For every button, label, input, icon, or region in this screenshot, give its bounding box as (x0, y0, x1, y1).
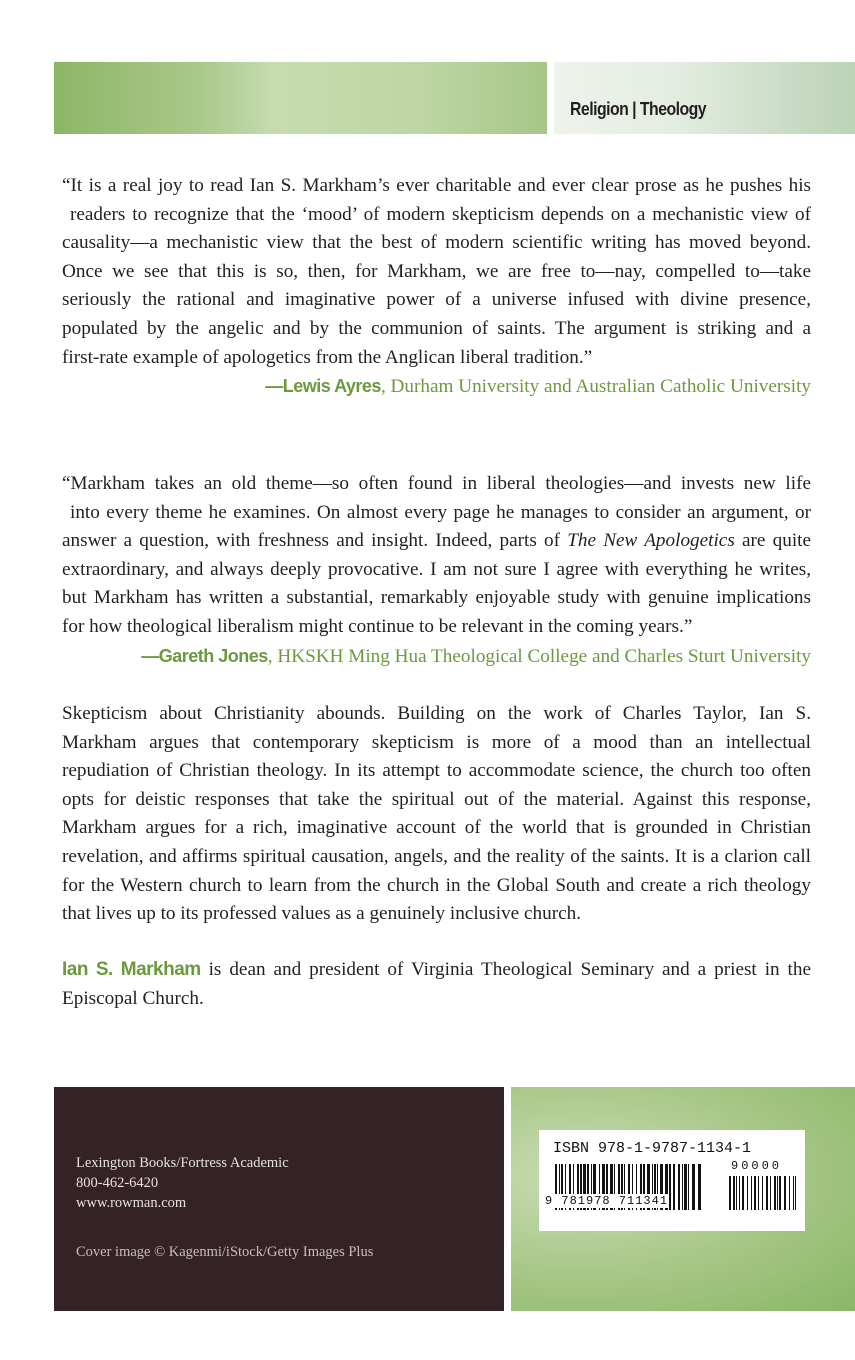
text-line: but Markham has written a substantial, remarkably enjoyable study with genuine implications (62, 587, 811, 609)
text-line: for how theological liberalism might continue to be relevant in the coming years.” (62, 615, 693, 637)
barcode-bar (684, 1164, 687, 1210)
category-label: Religion | Theology (570, 99, 707, 119)
barcode-bar (766, 1176, 768, 1210)
barcode-bar (678, 1164, 680, 1210)
barcode-bar (793, 1176, 794, 1210)
barcode-bar (739, 1176, 740, 1210)
publisher-website[interactable]: www.rowman.com (76, 1195, 187, 1211)
book-description (62, 700, 811, 929)
text-span: is dean and president of Virginia Theological Seminary and a priest in the (200, 959, 811, 980)
text-line: that lives up to its professed values as a genuinely inclusive church. (62, 903, 581, 925)
endorsement-1 (62, 172, 811, 402)
book-title: The New Apologetics (567, 530, 735, 552)
text-line: repudiation of Christian theology. In its attempt to accommodate science, the church too often (62, 760, 811, 782)
header-band-left (54, 62, 547, 134)
barcode-bar (733, 1176, 735, 1210)
endorser-affiliation: , Durham University and Australian Catholic University (380, 376, 811, 398)
endorsement-attribution (62, 642, 811, 672)
barcode-panel (511, 1087, 855, 1311)
text-line: revelation, and affirms spiritual causation, angels, and the reality of the saints. It is a clarion call (62, 845, 811, 867)
barcode-bar (762, 1176, 763, 1210)
author-bio (62, 956, 811, 1013)
barcode-bar (729, 1176, 731, 1210)
author-name: Ian S. Markham (62, 959, 201, 980)
publisher-name: Lexington Books/Fortress Academic (76, 1155, 289, 1171)
publisher-panel (54, 1087, 504, 1311)
endorser-name: —Gareth Jones (141, 645, 268, 666)
barcode-bar (795, 1176, 796, 1210)
text-line: Once we see that this is so, then, for Markham, we are free to—nay, compelled to—take (62, 260, 811, 282)
text-line: Episcopal Church. (62, 987, 204, 1009)
barcode-bar (673, 1164, 675, 1210)
price-code: 90000 (731, 1159, 783, 1173)
text-line: seriously the rational and imaginative power of a universe infused with divine presence, (62, 289, 811, 311)
text-line (62, 956, 811, 985)
text-span: answer a question, with freshness and insight. Indeed, parts of (62, 530, 568, 552)
text-line: “It is a real joy to read Ian S. Markham’s ever charitable and ever clear prose as he pushes his (62, 175, 811, 196)
text-line: “Markham takes an old theme—so often found in liberal theologies—and invests new life (62, 473, 811, 494)
text-line: extraordinary, and always deeply provocative. I am not sure I agree with everything he writes, (62, 558, 811, 580)
barcode-bar (754, 1176, 756, 1210)
endorsement-2 (62, 470, 811, 671)
barcode-bar (682, 1164, 683, 1210)
barcode (539, 1130, 805, 1231)
barcode-bar (742, 1176, 744, 1210)
barcode-bar (751, 1176, 752, 1210)
text-line: Markham argues that contemporary skepticism is more of a mood than an intellectual (62, 731, 811, 753)
text-line: readers to recognize that the ‘mood’ of modern skepticism depends on a mechanistic view of (70, 203, 811, 225)
barcode-bar (688, 1164, 689, 1210)
barcode-bar (789, 1176, 790, 1210)
isbn-text: ISBN 978-1-9787-1134-1 (553, 1140, 752, 1157)
text-line: for the Western church to learn from the church in the Global South and create a rich theology (62, 874, 811, 896)
cover-image-credit: Cover image © Kagenmi/iStock/Getty Images Plus (76, 1244, 374, 1260)
barcode-bar (692, 1164, 695, 1210)
text-line (62, 527, 811, 556)
header-band-right (554, 62, 855, 134)
barcode-bar (784, 1176, 786, 1210)
text-line: Markham argues for a rich, imaginative account of the world that is grounded in Christian (62, 817, 811, 839)
barcode-bar (736, 1176, 737, 1210)
barcode-bar (669, 1164, 671, 1210)
endorser-name: —Lewis Ayres (265, 376, 381, 397)
text-line: into every theme he examines. On almost every page he manages to consider an argument, or (70, 501, 811, 523)
barcode-bar (777, 1176, 778, 1210)
barcode-digits: 9 781978 711341 (545, 1194, 669, 1208)
endorsement-attribution (62, 372, 811, 402)
barcode-bar (758, 1176, 759, 1210)
barcode-bar (770, 1176, 771, 1210)
barcode-bar (747, 1176, 748, 1210)
text-line: first-rate example of apologetics from the Anglican liberal tradition.” (62, 346, 593, 368)
text-line: populated by the angelic and by the communion of saints. The argument is striking and a (62, 317, 811, 339)
barcode-bar (774, 1176, 776, 1210)
barcode-bar (779, 1176, 781, 1210)
text-line: opts for deistic responses that take the spiritual out of the material. Against this response, (62, 788, 811, 810)
text-span: are quite (734, 530, 811, 552)
publisher-phone: 800-462-6420 (76, 1175, 159, 1191)
barcode-bar (698, 1164, 701, 1210)
text-line: causality—a mechanistic view that the best of modern scientific writing has moved beyond. (62, 232, 811, 254)
text-line: Skepticism about Christianity abounds. Building on the work of Charles Taylor, Ian S. (62, 703, 811, 724)
endorser-affiliation: , HKSKH Ming Hua Theological College and Charles Sturt University (267, 645, 811, 667)
